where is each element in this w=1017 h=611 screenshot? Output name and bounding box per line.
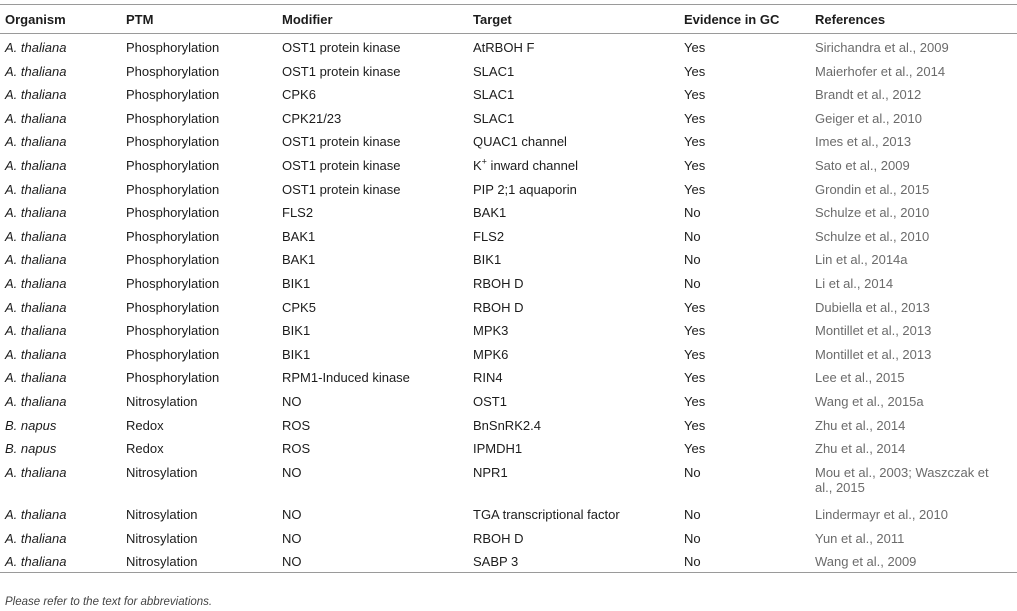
cell-modifier: NO: [282, 554, 302, 570]
cell-evidence: Yes: [684, 134, 706, 150]
cell-reference: Maierhofer et al., 2014: [815, 63, 946, 79]
cell-organism: A. thaliana: [5, 370, 67, 386]
cell-organism: A. thaliana: [5, 157, 67, 173]
header-target: Target: [473, 11, 512, 27]
cell-organism: A. thaliana: [5, 181, 67, 197]
table-bottom-rule: [0, 572, 1017, 573]
cell-modifier: CPK5: [282, 299, 316, 315]
cell-modifier: OST1 protein kinase: [282, 40, 401, 55]
cell-organism: B. napus: [5, 417, 57, 433]
cell-reference: Schulze et al., 2010: [815, 228, 930, 244]
cell-ptm: Phosphorylation: [126, 40, 220, 55]
table-row: [0, 81, 1017, 105]
cell-ptm: Phosphorylation: [126, 110, 220, 126]
cell-ptm: Phosphorylation: [126, 87, 220, 103]
cell-ptm: Redox: [126, 417, 164, 433]
cell-ptm: Nitrosylation: [126, 554, 198, 570]
table-row: [0, 341, 1017, 365]
cell-ptm: Phosphorylation: [126, 346, 220, 362]
cell-organism: A. thaliana: [5, 323, 67, 339]
cell-target: BIK1: [473, 252, 502, 268]
table-row: [0, 317, 1017, 341]
cell-organism: B. napus: [5, 441, 57, 457]
cell-evidence: Yes: [684, 346, 706, 362]
header-organism: Organism: [5, 11, 66, 27]
cell-organism: A. thaliana: [5, 530, 67, 546]
table-row: [0, 199, 1017, 223]
header-modifier: Modifier: [282, 11, 333, 27]
header-references: References: [815, 11, 886, 27]
cell-target: BnSnRK2.4: [473, 417, 541, 433]
cell-modifier: NO: [282, 507, 302, 523]
cell-modifier: BIK1: [282, 323, 311, 339]
cell-reference: Wang et al., 2015a: [815, 393, 924, 409]
cell-organism: A. thaliana: [5, 63, 67, 79]
cell-target: BAK1: [473, 205, 507, 221]
table-row: [0, 105, 1017, 129]
cell-modifier: BIK1: [282, 346, 311, 362]
cell-reference: Lin et al., 2014a: [815, 252, 908, 268]
cell-target: MPK6: [473, 346, 509, 362]
header-evidence: Evidence in GC: [684, 11, 780, 27]
cell-reference: Imes et al., 2013: [815, 134, 912, 150]
cell-evidence: Yes: [684, 110, 706, 126]
cell-evidence: No: [684, 464, 701, 480]
cell-evidence: No: [684, 275, 701, 291]
cell-organism: A. thaliana: [5, 507, 67, 523]
cell-target: AtRBOH F: [473, 40, 535, 55]
cell-ptm: Nitrosylation: [126, 507, 198, 523]
cell-target: NPR1: [473, 464, 508, 480]
table-row: [0, 34, 1017, 58]
cell-reference: Montillet et al., 2013: [815, 346, 932, 362]
table-row: [0, 270, 1017, 294]
cell-modifier: BAK1: [282, 228, 316, 244]
table-row: [0, 128, 1017, 152]
cell-modifier: CPK6: [282, 87, 316, 103]
cell-ptm: Redox: [126, 441, 164, 457]
cell-ptm: Phosphorylation: [126, 63, 220, 79]
cell-ptm: Phosphorylation: [126, 252, 220, 268]
table-row: [0, 294, 1017, 318]
cell-modifier: BIK1: [282, 275, 311, 291]
cell-ptm: Phosphorylation: [126, 370, 220, 386]
cell-reference: Brandt et al., 2012: [815, 87, 922, 103]
cell-target: SLAC1: [473, 110, 515, 126]
cell-target: RBOH D: [473, 275, 524, 291]
table-row: [0, 435, 1017, 459]
cell-reference: Lee et al., 2015: [815, 370, 905, 386]
cell-organism: A. thaliana: [5, 110, 67, 126]
table-row: [0, 548, 1017, 572]
cell-reference: Yun et al., 2011: [815, 530, 905, 546]
cell-evidence: Yes: [684, 393, 706, 409]
cell-evidence: Yes: [684, 157, 706, 173]
cell-target: TGA transcriptional factor: [473, 507, 620, 523]
cell-organism: A. thaliana: [5, 252, 67, 268]
cell-organism: A. thaliana: [5, 346, 67, 362]
table-row: [0, 412, 1017, 436]
cell-target: RBOH D: [473, 299, 524, 315]
cell-ptm: Phosphorylation: [126, 299, 220, 315]
table-row: [0, 388, 1017, 412]
table-row: [0, 152, 1017, 176]
table-row: [0, 364, 1017, 388]
cell-evidence: No: [684, 554, 701, 570]
cell-reference: Dubiella et al., 2013: [815, 299, 930, 315]
cell-evidence: No: [684, 507, 701, 523]
table-row: [0, 525, 1017, 549]
cell-reference: Zhu et al., 2014: [815, 417, 906, 433]
cell-ptm: Phosphorylation: [126, 323, 220, 339]
cell-reference: Wang et al., 2009: [815, 554, 917, 570]
cell-target: PIP 2;1 aquaporin: [473, 181, 577, 197]
table-row: [0, 501, 1017, 525]
table-row: [0, 176, 1017, 200]
cell-organism: A. thaliana: [5, 87, 67, 103]
cell-target: OST1: [473, 393, 507, 409]
cell-evidence: No: [684, 530, 701, 546]
cell-evidence: Yes: [684, 181, 706, 197]
cell-target: SLAC1: [473, 63, 515, 79]
cell-organism: A. thaliana: [5, 40, 67, 55]
cell-ptm: Phosphorylation: [126, 228, 220, 244]
cell-ptm: Phosphorylation: [126, 205, 220, 221]
table-row: [0, 459, 1017, 502]
cell-organism: A. thaliana: [5, 228, 67, 244]
cell-organism: A. thaliana: [5, 134, 67, 150]
table-row: [0, 58, 1017, 82]
cell-target: SABP 3: [473, 554, 519, 570]
cell-modifier: NO: [282, 393, 302, 409]
cell-reference: Zhu et al., 2014: [815, 441, 906, 457]
cell-organism: A. thaliana: [5, 275, 67, 291]
cell-target: FLS2: [473, 228, 505, 244]
cell-evidence: Yes: [684, 323, 706, 339]
cell-target: MPK3: [473, 323, 509, 339]
cell-evidence: Yes: [684, 441, 706, 457]
cell-modifier: ROS: [282, 441, 311, 457]
cell-organism: A. thaliana: [5, 464, 67, 480]
cell-ptm: Nitrosylation: [126, 393, 198, 409]
cell-modifier: FLS2: [282, 205, 314, 221]
cell-modifier: RPM1-Induced kinase: [282, 370, 410, 386]
cell-reference: Schulze et al., 2010: [815, 205, 930, 221]
table-body: [0, 34, 1017, 572]
cell-ptm: Nitrosylation: [126, 464, 198, 480]
cell-target: RBOH D: [473, 530, 524, 546]
cell-evidence: Yes: [684, 63, 706, 79]
cell-target: K+ inward channel: [473, 156, 578, 173]
table-row: [0, 246, 1017, 270]
cell-reference: Sato et al., 2009: [815, 157, 910, 173]
cell-target: QUAC1 channel: [473, 134, 567, 150]
cell-modifier: ROS: [282, 417, 311, 433]
cell-modifier: OST1 protein kinase: [282, 134, 401, 150]
cell-ptm: Phosphorylation: [126, 134, 220, 150]
cell-ptm: Phosphorylation: [126, 157, 220, 173]
cell-evidence: Yes: [684, 370, 706, 386]
cell-modifier: OST1 protein kinase: [282, 181, 401, 197]
cell-evidence: Yes: [684, 87, 706, 103]
cell-evidence: Yes: [684, 40, 706, 55]
table-row: [0, 223, 1017, 247]
header-ptm: PTM: [126, 11, 154, 27]
cell-evidence: No: [684, 205, 701, 221]
cell-modifier: OST1 protein kinase: [282, 157, 401, 173]
cell-modifier: NO: [282, 530, 302, 546]
cell-ptm: Nitrosylation: [126, 530, 198, 546]
cell-reference: Lindermayr et al., 2010: [815, 507, 948, 523]
cell-reference: Montillet et al., 2013: [815, 323, 932, 339]
cell-evidence: No: [684, 252, 701, 268]
cell-organism: A. thaliana: [5, 205, 67, 221]
cell-modifier: CPK21/23: [282, 110, 342, 126]
cell-target: RIN4: [473, 370, 503, 386]
cell-modifier: OST1 protein kinase: [282, 63, 401, 79]
cell-ptm: Phosphorylation: [126, 181, 220, 197]
cell-reference: Sirichandra et al., 2009: [815, 40, 949, 55]
cell-organism: A. thaliana: [5, 554, 67, 570]
cell-modifier: BAK1: [282, 252, 316, 268]
table-footnote: Please refer to the text for abbreviations.: [5, 596, 213, 608]
cell-target: SLAC1: [473, 87, 515, 103]
cell-organism: A. thaliana: [5, 299, 67, 315]
cell-reference: Mou et al., 2003; Waszczak et al., 2015: [815, 464, 989, 495]
cell-ptm: Phosphorylation: [126, 275, 220, 291]
cell-reference: Grondin et al., 2015: [815, 181, 930, 197]
cell-reference: Geiger et al., 2010: [815, 110, 922, 126]
cell-organism: A. thaliana: [5, 393, 67, 409]
cell-reference: Li et al., 2014: [815, 275, 894, 291]
cell-target: IPMDH1: [473, 441, 523, 457]
cell-evidence: No: [684, 228, 701, 244]
cell-modifier: NO: [282, 464, 302, 480]
cell-evidence: Yes: [684, 299, 706, 315]
table-header-row: [0, 5, 1017, 33]
cell-evidence: Yes: [684, 417, 706, 433]
